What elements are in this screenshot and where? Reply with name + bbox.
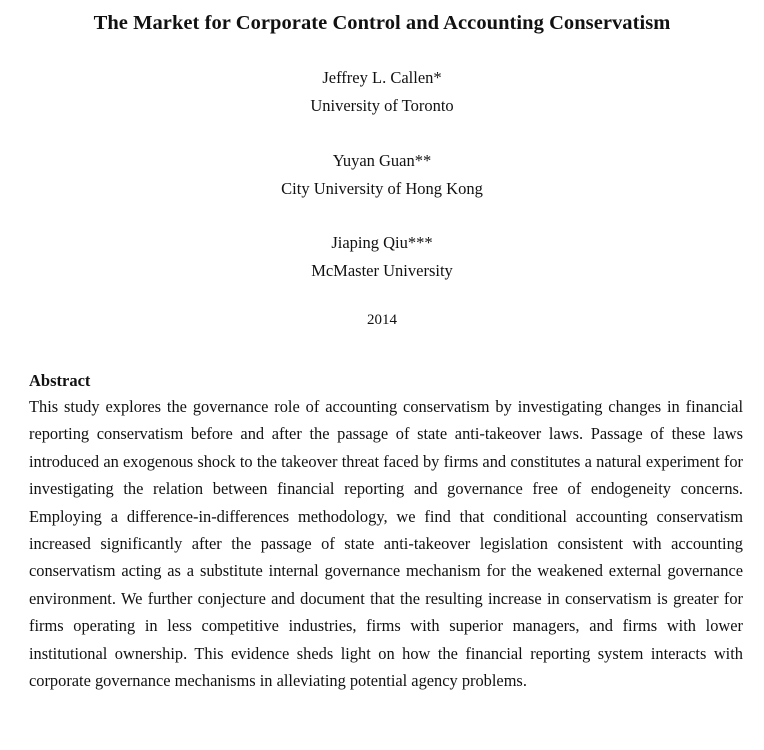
paper-title: The Market for Corporate Control and Accounting Conservatism	[93, 12, 671, 34]
publication-year: 2014	[367, 312, 397, 328]
abstract-body: This study explores the governance role of accounting conservatism by investigating changes in financial reporting conservatism before and after the passage of state anti-takeover laws. Passage of these laws introduced an exogenous shock to the takeover threat faced by firms and constitutes a natural experiment for investigating the relation between financial reporting and governance free of endogeneity concerns. Employing a difference-in-differences methodology, we find that conditional accounting conservatism increased significantly after the passage of state anti-takeover legislation consistent with accounting conservatism acting as a substitute internal governance mechanism for the weakened external governance environment. We further conjecture and document that the resulting increase in conservatism is greater for firms operating in less competitive industries, firms with superior managers, and firms with lower institutional ownership. This evidence sheds light on how the financial reporting system interacts with corporate governance mechanisms in alleviating potential agency problems.	[29, 397, 743, 691]
author-affiliation: University of Toronto	[310, 96, 454, 115]
abstract-heading: Abstract	[29, 371, 91, 390]
author-name: Jeffrey L. Callen*	[322, 68, 442, 87]
author-affiliation: City University of Hong Kong	[281, 179, 483, 198]
author-block-2	[0, 147, 764, 203]
author-name: Jiaping Qiu***	[331, 233, 433, 252]
author-name: Yuyan Guan**	[332, 151, 432, 170]
author-block-3	[0, 229, 764, 285]
author-affiliation: McMaster University	[311, 261, 453, 280]
author-block-1	[0, 64, 764, 120]
abstract-section	[29, 368, 743, 694]
